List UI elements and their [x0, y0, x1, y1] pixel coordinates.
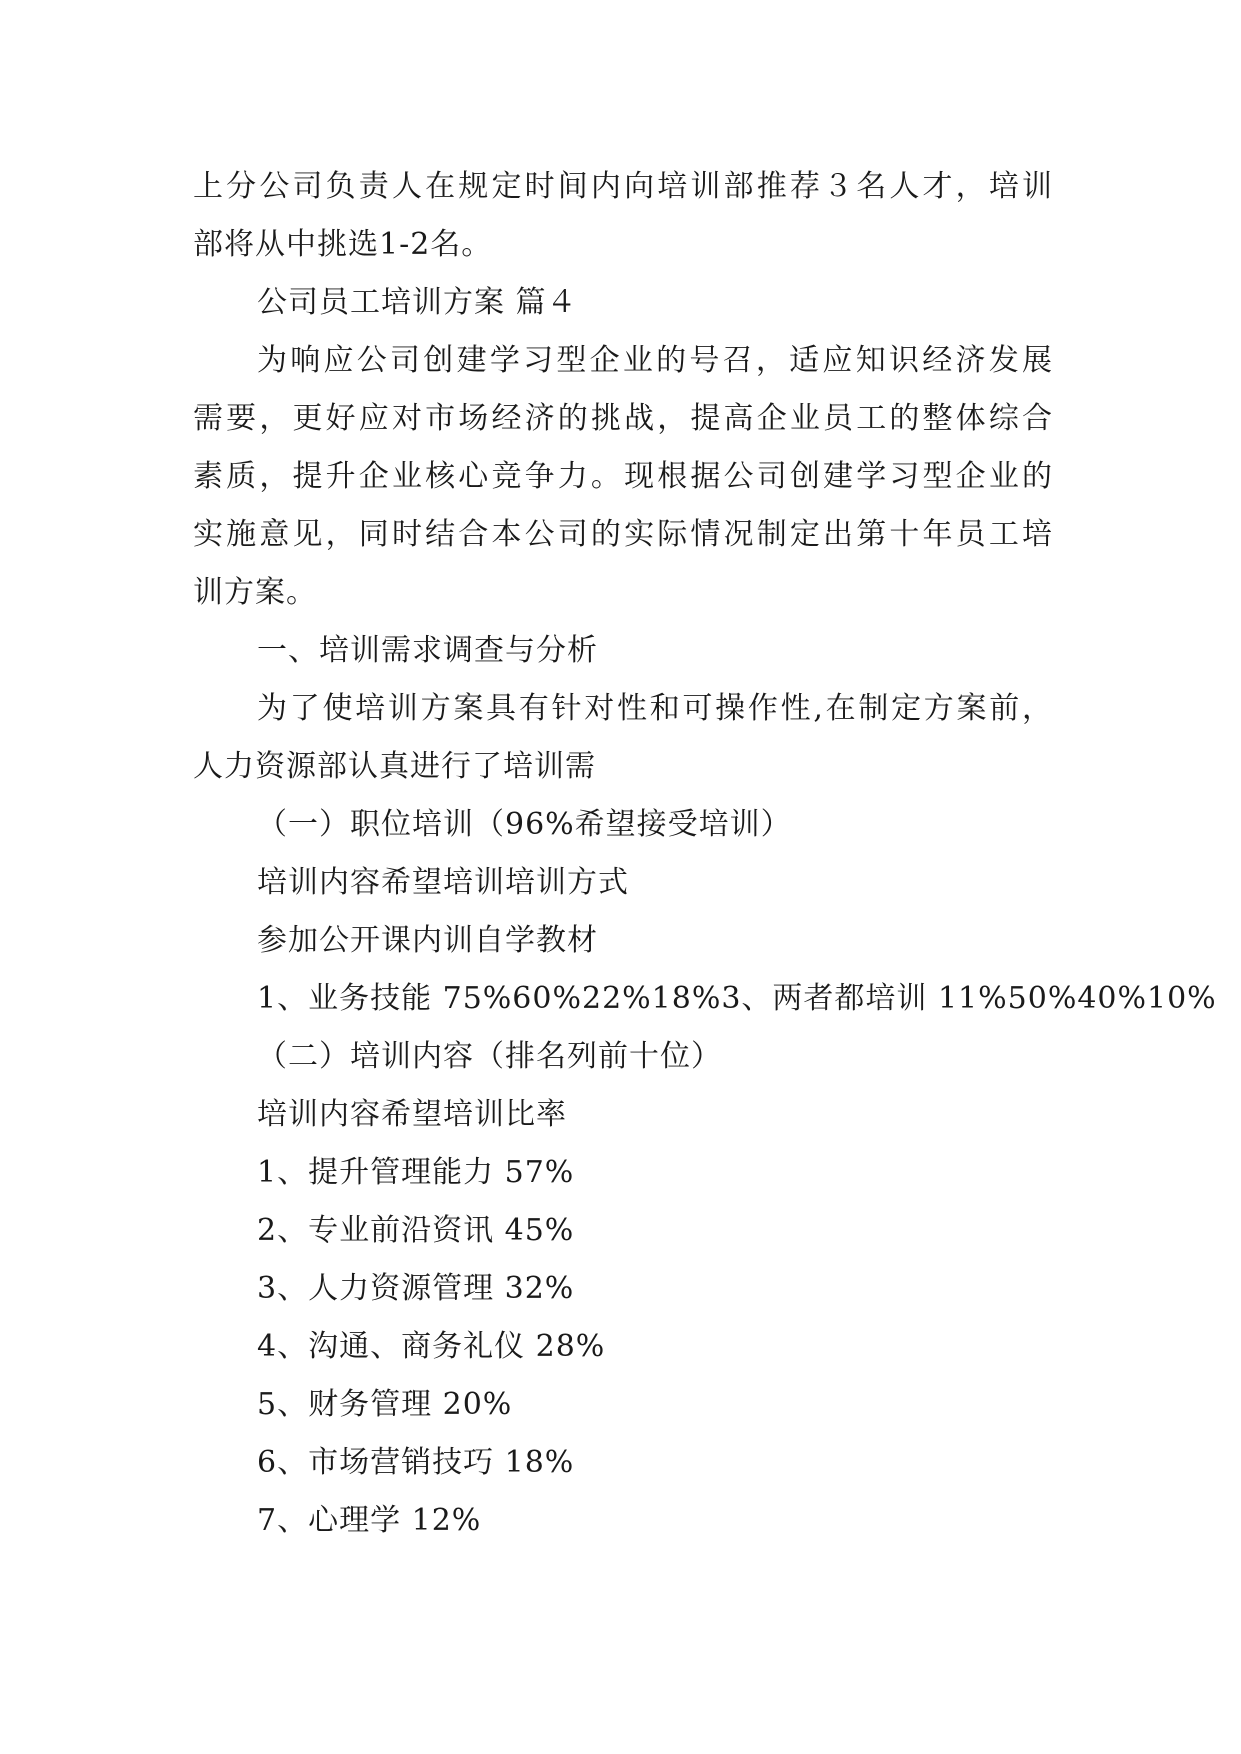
list-item: 7、心理学 12% [257, 1503, 482, 1538]
list-item: 1、提升管理能力 57% [257, 1155, 575, 1190]
list-item: 4、沟通、商务礼仪 28% [257, 1329, 606, 1364]
text-line: 人力资源部认真进行了培训需 [193, 749, 596, 784]
section-title: 公司员工培训方案 篇４ [257, 285, 578, 320]
text-line: 为响应公司创建学习型企业的号召，适应知识经济发展 [257, 343, 1053, 378]
text-line: 上分公司负责人在规定时间内向培训部推荐３名人才，培训 [193, 169, 1053, 204]
text-line: 实施意见，同时结合本公司的实际情况制定出第十年员工培 [193, 517, 1053, 552]
list-item: 3、人力资源管理 32% [257, 1271, 575, 1306]
list-item: 5、财务管理 20% [257, 1387, 513, 1422]
text-line: 1、业务技能 75%60%22%18%3、两者都培训 11%50%40%10% [257, 981, 1217, 1016]
text-line: 需要，更好应对市场经济的挑战，提高企业员工的整体综合 [193, 401, 1053, 436]
text-line: 培训内容希望培训比率 [257, 1097, 567, 1132]
list-item: 2、专业前沿资讯 45% [257, 1213, 575, 1248]
list-item: 6、市场营销技巧 18% [257, 1445, 575, 1480]
section-heading: 一、培训需求调查与分析 [257, 633, 598, 668]
text-line: 为了使培训方案具有针对性和可操作性,在制定方案前， [257, 691, 1053, 726]
subsection-heading: （一）职位培训（96%希望接受培训） [257, 807, 792, 842]
text-line: 培训内容希望培训培训方式 [257, 865, 629, 900]
text-line: 参加公开课内训自学教材 [257, 923, 598, 958]
subsection-heading: （二）培训内容（排名列前十位） [257, 1039, 722, 1074]
document-body [193, 158, 1217, 1550]
text-line: 部将从中挑选1-2名。 [193, 227, 493, 262]
text-line: 训方案。 [193, 575, 317, 610]
text-line: 素质，提升企业核心竞争力。现根据公司创建学习型企业的 [193, 459, 1053, 494]
